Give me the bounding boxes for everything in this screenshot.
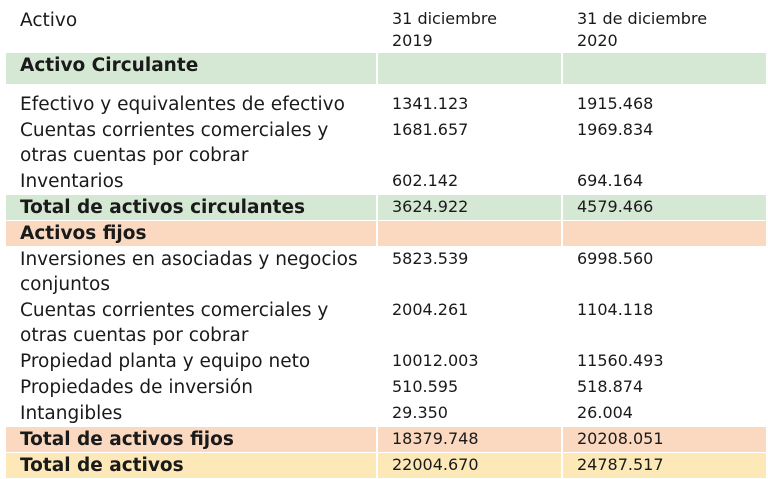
row-value-2020: 6998.560	[577, 249, 654, 268]
row-label: Inventarios	[20, 171, 124, 192]
row-value-2019: 5823.539	[392, 249, 469, 268]
grand-total-2019: 22004.670	[378, 453, 561, 478]
grand-total-label: Total de activos	[6, 453, 376, 478]
row-label: Propiedad planta y equipo neto	[20, 351, 311, 372]
table-row	[6, 118, 766, 168]
balance-sheet-table	[4, 4, 768, 479]
row-value-2020: 518.874	[577, 377, 644, 396]
total-value-2020: 4579.466	[563, 195, 766, 220]
row-value-2020: 11560.493	[577, 351, 664, 370]
current-assets-total-row	[6, 195, 766, 220]
table-row	[6, 298, 766, 348]
table-row	[6, 375, 766, 400]
row-value-2019: 1341.123	[392, 94, 469, 113]
grand-total-2020: 24787.517	[563, 453, 766, 478]
row-value-2019: 1681.657	[392, 120, 469, 139]
table-row	[6, 90, 766, 117]
current-assets-heading: Activo Circulante	[6, 53, 376, 84]
row-value-2020: 26.004	[577, 403, 633, 422]
fixed-assets-heading: Activos fijos	[6, 221, 376, 246]
header-2020: 31 de diciembre 2020	[577, 9, 708, 50]
table-row	[6, 401, 766, 426]
row-value-2019: 29.350	[392, 403, 448, 422]
row-label: Intangibles	[20, 403, 123, 424]
total-label: Total de activos fijos	[6, 427, 376, 452]
row-label: Inversiones en asociadas y negocios conjuntos	[20, 249, 358, 295]
table-header-row	[6, 5, 766, 52]
total-value-2020: 20208.051	[563, 427, 766, 452]
total-value-2019: 3624.922	[378, 195, 561, 220]
current-assets-heading-row	[6, 53, 766, 84]
row-value-2019: 2004.261	[392, 300, 469, 319]
row-label: Propiedades de inversión	[20, 377, 253, 398]
row-value-2019: 10012.003	[392, 351, 479, 370]
row-value-2019: 510.595	[392, 377, 459, 396]
total-value-2019: 18379.748	[378, 427, 561, 452]
fixed-assets-heading-row	[6, 221, 766, 246]
grand-total-row	[6, 453, 766, 478]
table-row	[6, 247, 766, 297]
fixed-assets-total-row	[6, 427, 766, 452]
header-label: Activo	[20, 10, 78, 31]
row-label: Efectivo y equivalentes de efectivo	[20, 94, 345, 115]
table-row	[6, 349, 766, 374]
row-value-2020: 1104.118	[577, 300, 654, 319]
table-row	[6, 169, 766, 194]
row-value-2020: 1915.468	[577, 94, 654, 113]
row-label: Cuentas corrientes comerciales y otras cuentas por cobrar	[20, 120, 329, 166]
row-value-2020: 1969.834	[577, 120, 654, 139]
total-label: Total de activos circulantes	[6, 195, 376, 220]
row-value-2019: 602.142	[392, 171, 459, 190]
row-label: Cuentas corrientes comerciales y otras cuentas por cobrar	[20, 300, 329, 346]
header-2019: 31 diciembre 2019	[392, 9, 497, 50]
row-value-2020: 694.164	[577, 171, 644, 190]
